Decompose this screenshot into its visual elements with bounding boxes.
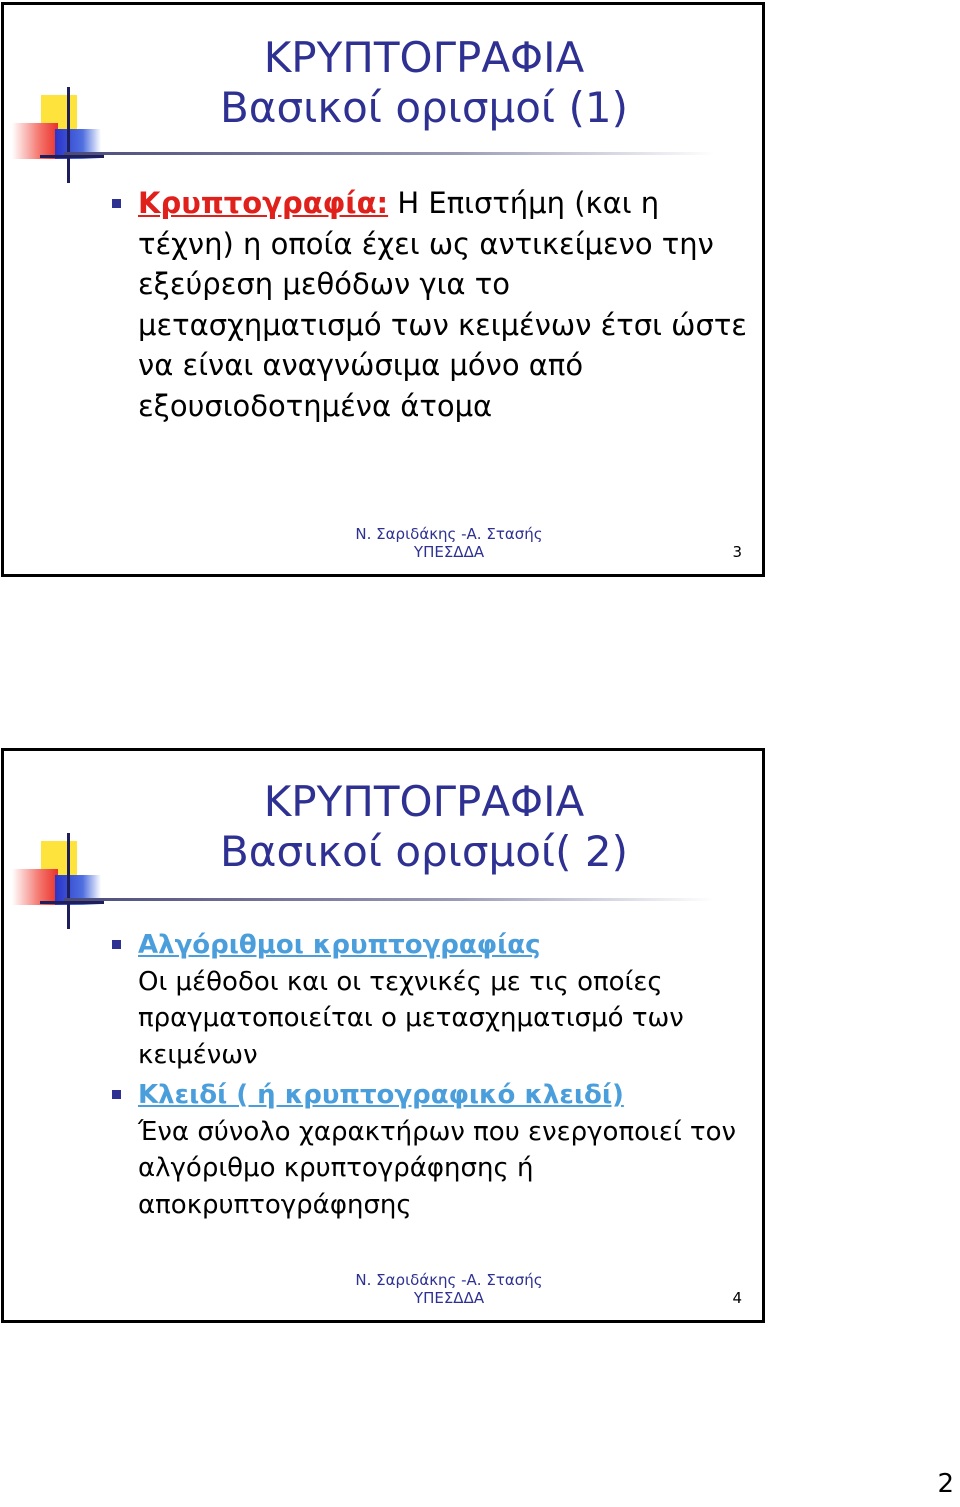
title-line-2: Βασικοί ορισμοί( 2) [219,827,628,876]
term-key-link[interactable]: Κλειδί ( ή κρυπτογραφικό κλειδί) [138,1080,624,1110]
footer-organization: ΥΠΕΣΔΔΑ [413,1289,485,1307]
slide-footer [324,1271,574,1307]
slide-number: 4 [732,1289,742,1307]
page-number: 2 [937,1469,954,1499]
bullet-square-icon [112,940,121,949]
slide-3 [1,2,765,577]
definition-text: Η Επιστήμη (και η τέχνη) η οποία έχει ως αντικείμενο την εξεύρεση μεθόδων για το μετασχηματισμό των κειμένων έτσι ώστε να είναι αναγνώσιμα μόνο από εξουσιοδοτημένα άτομα [138,186,747,423]
bullet-square-icon [112,199,121,208]
term-cryptography-link[interactable]: Κρυπτογραφία: [138,186,389,220]
title-divider [64,898,714,901]
term-algorithms-link[interactable]: Αλγόριθμοι κρυπτογραφίας [138,930,541,960]
definition-text: Οι μέθοδοι και οι τεχνικές με τις οποίες πραγματοποιείται ο μετασχηματισμό των κειμένων [138,966,684,1070]
bullet-item [112,927,752,964]
slide-number: 3 [732,543,742,561]
bullet-square-icon [112,1090,121,1099]
slide-body [112,927,752,1223]
slide-body [112,183,752,426]
footer-authors: Ν. Σαριδάκης -Α. Στασής [355,525,543,543]
slide-title [84,777,764,877]
definition-text: Ένα σύνολο χαρακτήρων που ενεργοποιεί τον αλγόριθμο κρυπτογράφησης ή αποκρυπτογράφησης [138,1116,737,1220]
footer-authors: Ν. Σαριδάκης -Α. Στασής [355,1271,543,1289]
title-line-2: Βασικοί ορισμοί (1) [219,83,628,132]
title-line-1: ΚΡΥΠΤΟΓΡΑΦΙΑ [263,777,585,826]
bullet-item [112,1077,752,1114]
slide-title [84,33,764,133]
footer-organization: ΥΠΕΣΔΔΑ [413,543,485,561]
slide-footer [324,525,574,561]
slide-4 [1,748,765,1323]
bullet-item [112,183,752,426]
title-divider [64,152,714,155]
title-line-1: ΚΡΥΠΤΟΓΡΑΦΙΑ [263,33,585,82]
